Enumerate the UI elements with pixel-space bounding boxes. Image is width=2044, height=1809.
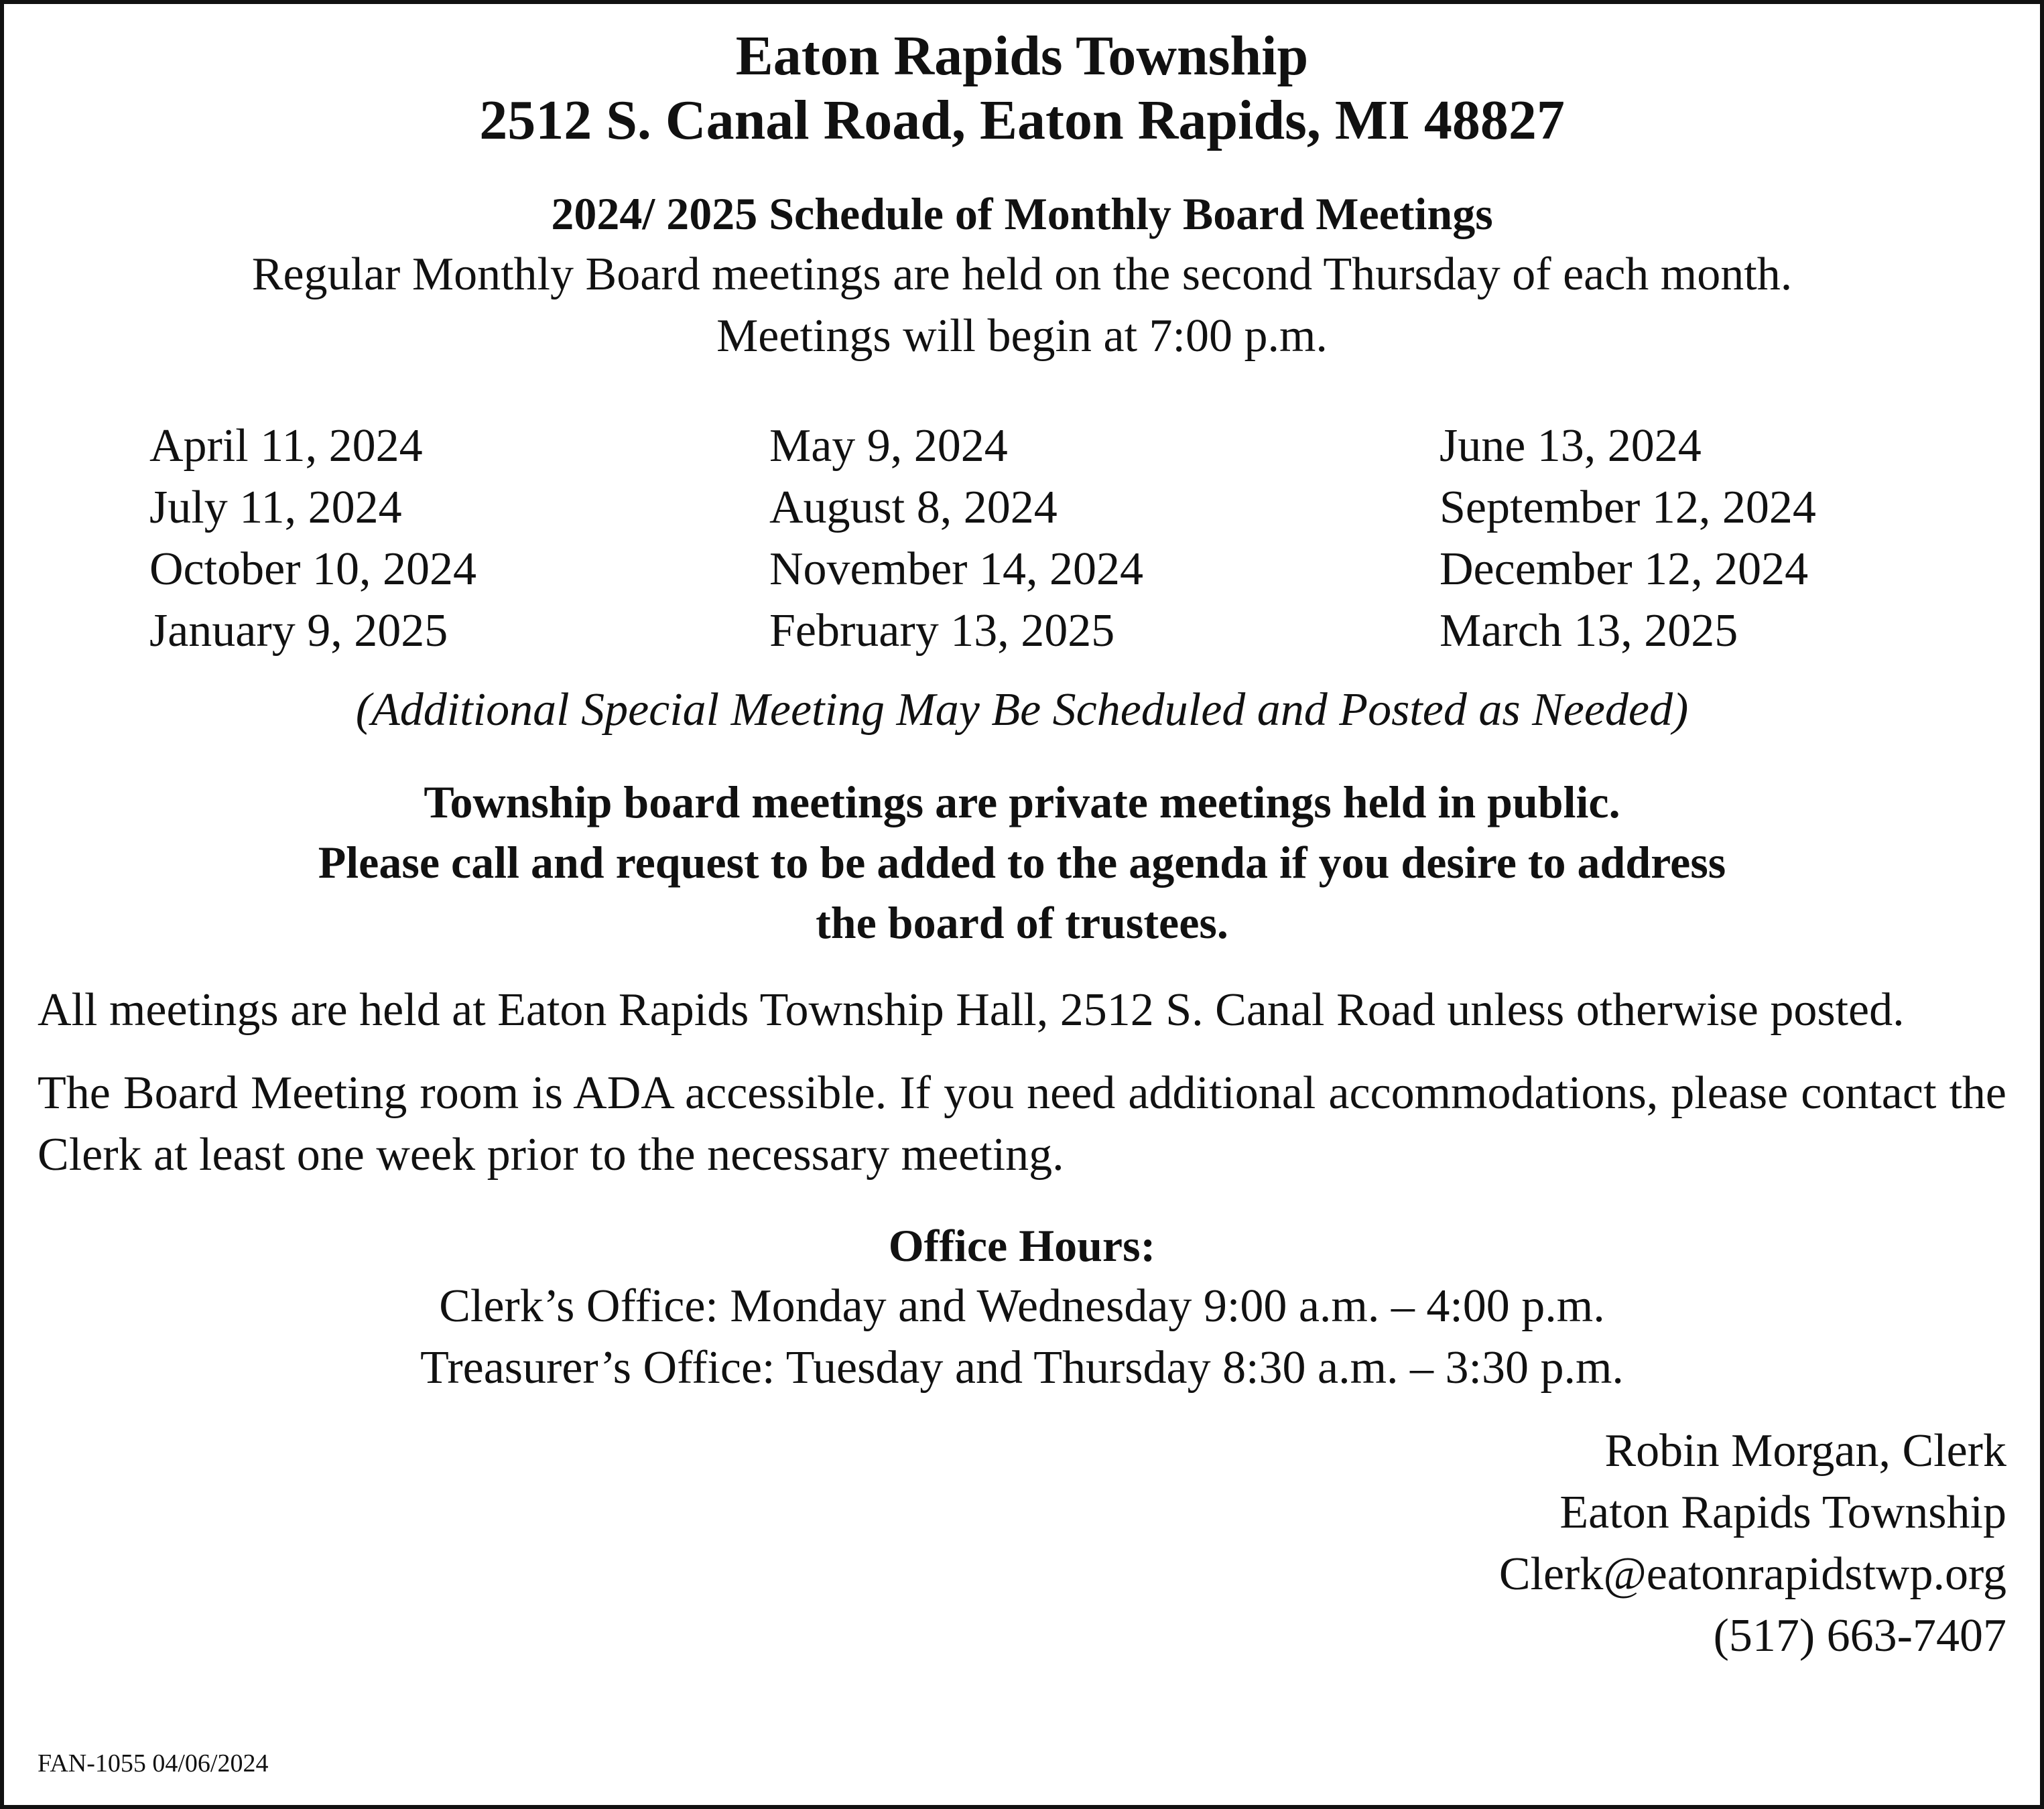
dates-column-1	[149, 415, 769, 662]
special-meeting-note: (Additional Special Meeting May Be Scheduled and Posted as Needed)	[355, 684, 1689, 736]
township-title: Eaton Rapids Township	[735, 25, 1309, 87]
meeting-date: July 11, 2024	[149, 482, 402, 533]
clerk-hours: Clerk’s Office: Monday and Wednesday 9:00 a.m. – 4:00 p.m.	[439, 1280, 1605, 1332]
meeting-date: February 13, 2025	[769, 605, 1115, 657]
ada-notice: The Board Meeting room is ADA accessible. If you need additional accommodations, please contact the Clerk at least one week prior to the necessary meeting.	[38, 1067, 2006, 1181]
township-address: 2512 S. Canal Road, Eaton Rapids, MI 48827	[479, 89, 1565, 151]
treasurer-hours: Treasurer’s Office: Tuesday and Thursday 8:30 a.m. – 3:30 p.m.	[420, 1342, 1624, 1394]
office-hours-title: Office Hours:	[888, 1220, 1156, 1271]
clerk-name: Robin Morgan, Clerk	[1604, 1425, 2006, 1477]
policy-line: the board of trustees.	[816, 897, 1228, 948]
meeting-date: December 12, 2024	[1440, 543, 1809, 595]
policy-statement	[38, 772, 2006, 953]
meeting-start-time: Meetings will begin at 7:00 p.m.	[716, 310, 1328, 362]
meeting-location: All meetings are held at Eaton Rapids Township Hall, 2512 S. Canal Road unless otherwise posted.	[38, 984, 1905, 1036]
meeting-date: September 12, 2024	[1440, 482, 1816, 533]
meeting-dates-grid	[38, 415, 2006, 662]
meeting-date: June 13, 2024	[1440, 420, 1702, 472]
meeting-date: May 9, 2024	[769, 420, 1008, 472]
policy-line: Please call and request to be added to the agenda if you desire to address	[318, 837, 1726, 888]
header	[38, 24, 2006, 153]
schedule-intro	[38, 184, 2006, 367]
schedule-heading: 2024/ 2025 Schedule of Monthly Board Meetings	[551, 188, 1493, 239]
dates-column-2	[769, 415, 1440, 662]
notice-id-footer: FAN-1055 04/06/2024	[38, 1749, 269, 1778]
dates-column-3	[1440, 415, 1816, 662]
signature-organization: Eaton Rapids Township	[1559, 1487, 2006, 1538]
clerk-email: Clerk@eatonrapidstwp.org	[1498, 1548, 2006, 1600]
meeting-date: November 14, 2024	[769, 543, 1143, 595]
schedule-description: Regular Monthly Board meetings are held on the second Thursday of each month.	[251, 249, 1793, 300]
meeting-date: January 9, 2025	[149, 605, 448, 657]
meeting-date: April 11, 2024	[149, 420, 423, 472]
office-hours	[38, 1215, 2006, 1399]
meeting-date: October 10, 2024	[149, 543, 476, 595]
meeting-date: August 8, 2024	[769, 482, 1058, 533]
clerk-phone: (517) 663-7407	[1713, 1610, 2006, 1662]
policy-line: Township board meetings are private meetings held in public.	[424, 777, 1620, 827]
meeting-date: March 13, 2025	[1440, 605, 1738, 657]
signature-block	[38, 1420, 2006, 1667]
